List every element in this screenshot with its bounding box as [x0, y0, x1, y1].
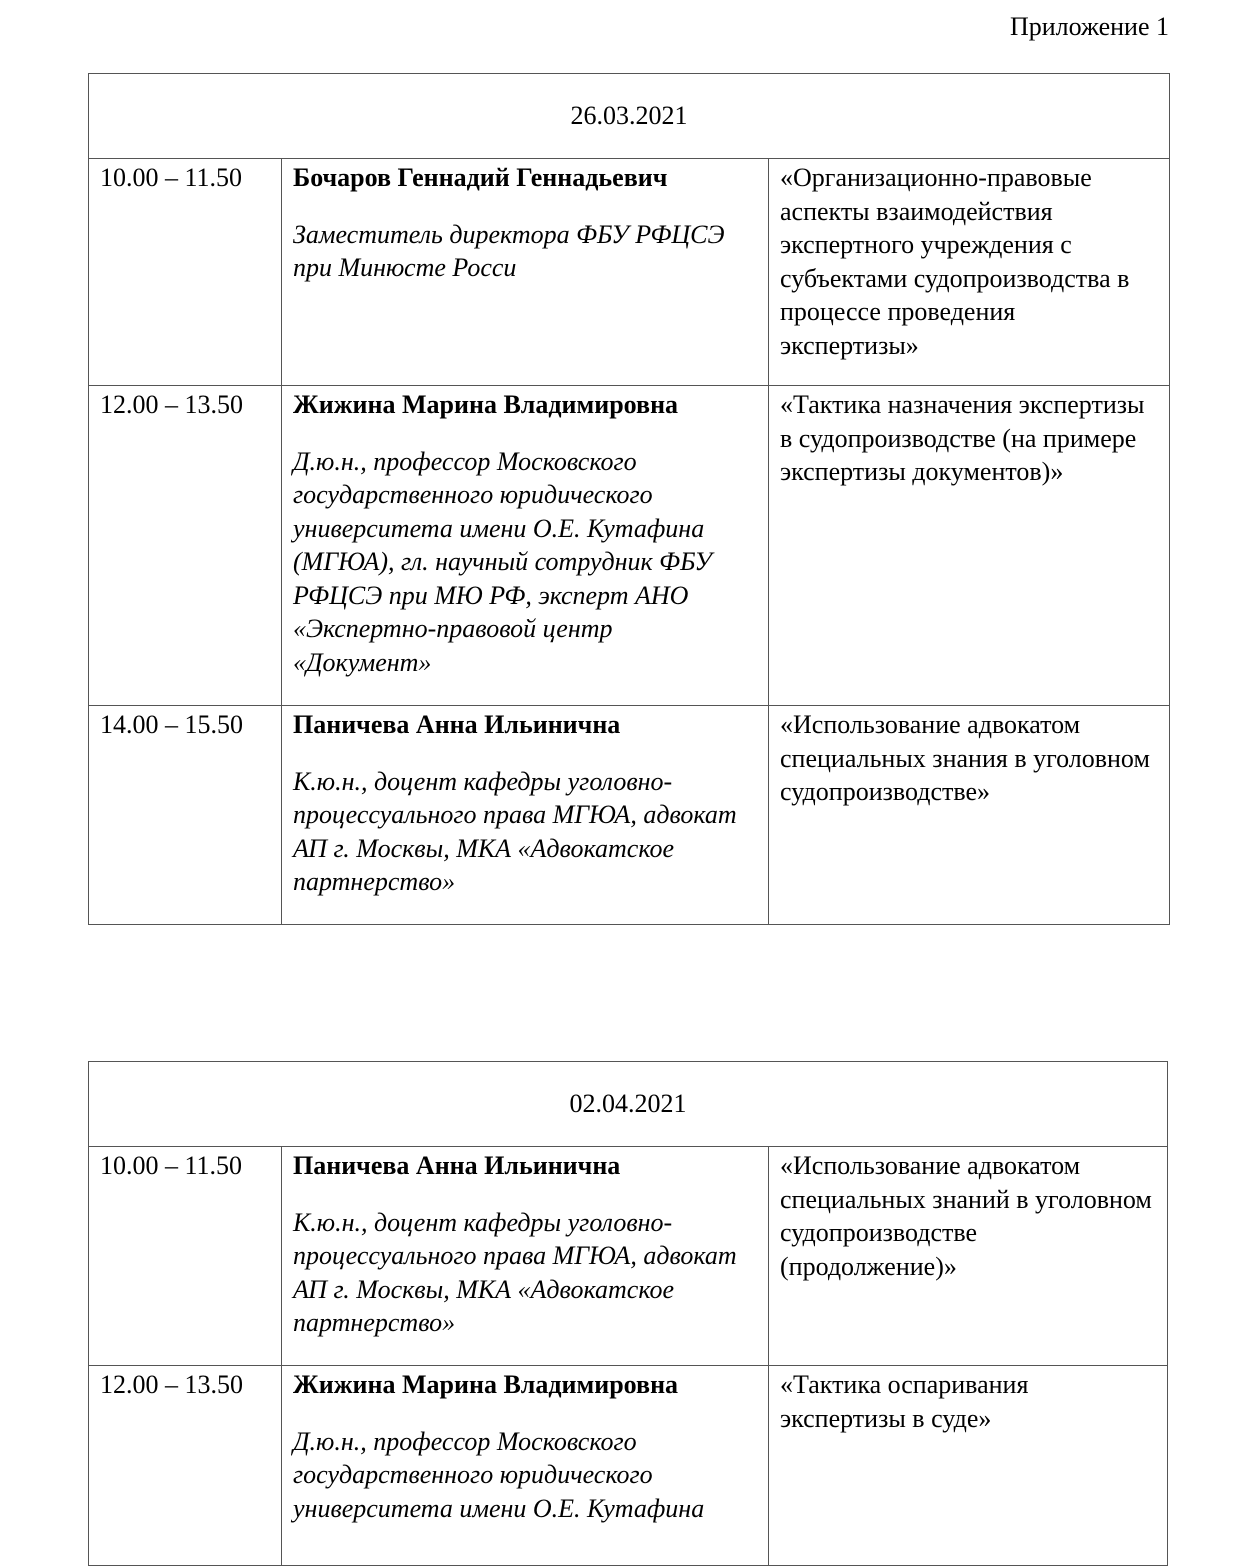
- session-speaker-cell: [282, 1147, 769, 1366]
- session-time-cell: [89, 706, 282, 925]
- session-time-cell: [89, 1366, 282, 1566]
- speaker-name: Паничева Анна Ильинична: [293, 710, 621, 739]
- session-topic: «Тактика оспаривания экспертизы в суде»: [780, 1370, 1029, 1433]
- session-topic-cell: [769, 159, 1170, 386]
- schedule-date: 26.03.2021: [89, 74, 1170, 159]
- session-row: [89, 706, 1170, 925]
- speaker-role: Д.ю.н., профессор Московского государственного юридического университета имени О.Е. Кутафина: [293, 1426, 705, 1523]
- session-time: 14.00 – 15.50: [100, 710, 243, 739]
- session-row: [89, 159, 1170, 386]
- session-topic: «Использование адвокатом специальных знаний в уголовном судопроизводстве (продолжение)»: [780, 1151, 1152, 1281]
- session-topic: «Тактика назначения экспертизы в судопроизводстве (на примере экспертизы документов)»: [780, 390, 1145, 486]
- speaker-name: Жижина Марина Владимировна: [293, 1370, 679, 1399]
- session-time: 10.00 – 11.50: [100, 163, 243, 192]
- session-time: 10.00 – 11.50: [100, 1151, 243, 1180]
- speaker-name: Бочаров Геннадий Геннадьевич: [293, 163, 668, 192]
- session-topic-cell: [769, 706, 1170, 925]
- session-row: [89, 1366, 1168, 1566]
- speaker-name: Жижина Марина Владимировна: [293, 390, 679, 419]
- session-topic-cell: [769, 386, 1170, 706]
- session-speaker-cell: [282, 386, 769, 706]
- session-time: 12.00 – 13.50: [100, 390, 243, 419]
- session-topic: «Использование адвокатом специальных знания в уголовном судопроизводстве»: [780, 710, 1150, 806]
- date-row: [89, 1062, 1168, 1147]
- speaker-role: Заместитель директора ФБУ РФЦСЭ при Минюсте Росси: [293, 219, 725, 282]
- session-row: [89, 1147, 1168, 1366]
- session-topic-cell: [769, 1366, 1168, 1566]
- session-speaker-cell: [282, 159, 769, 386]
- session-time: 12.00 – 13.50: [100, 1370, 243, 1399]
- session-time-cell: [89, 1147, 282, 1366]
- appendix-label: Приложение 1: [1009, 12, 1169, 41]
- session-topic: «Организационно-правовые аспекты взаимодействия экспертного учреждения с субъектами судопроизводства в процессе проведения экспертизы»: [780, 163, 1130, 360]
- speaker-role: К.ю.н., доцент кафедры уголовно-процессуального права МГЮА, адвокат АП г. Москвы, МКА «Адвокатское партнерство»: [293, 1207, 737, 1337]
- session-speaker-cell: [282, 1366, 769, 1566]
- speaker-role: Д.ю.н., профессор Московского государственного юридического университета имени О.Е. Кутафина (МГЮА), гл. научный сотрудник ФБУ РФЦСЭ при МЮ РФ, эксперт АНО «Экспертно-правовой центр «Документ»: [293, 446, 712, 677]
- speaker-role: К.ю.н., доцент кафедры уголовно-процессуального права МГЮА, адвокат АП г. Москвы, МКА «Адвокатское партнерство»: [293, 766, 737, 896]
- session-speaker-cell: [282, 706, 769, 925]
- schedule-date: 02.04.2021: [89, 1062, 1168, 1147]
- session-row: [89, 386, 1170, 706]
- session-topic-cell: [769, 1147, 1168, 1366]
- session-time-cell: [89, 159, 282, 386]
- schedule-table-day-2: [88, 1061, 1168, 1566]
- schedule-table-day-1: [88, 73, 1170, 925]
- speaker-name: Паничева Анна Ильинична: [293, 1151, 621, 1180]
- date-row: [89, 74, 1170, 159]
- session-time-cell: [89, 386, 282, 706]
